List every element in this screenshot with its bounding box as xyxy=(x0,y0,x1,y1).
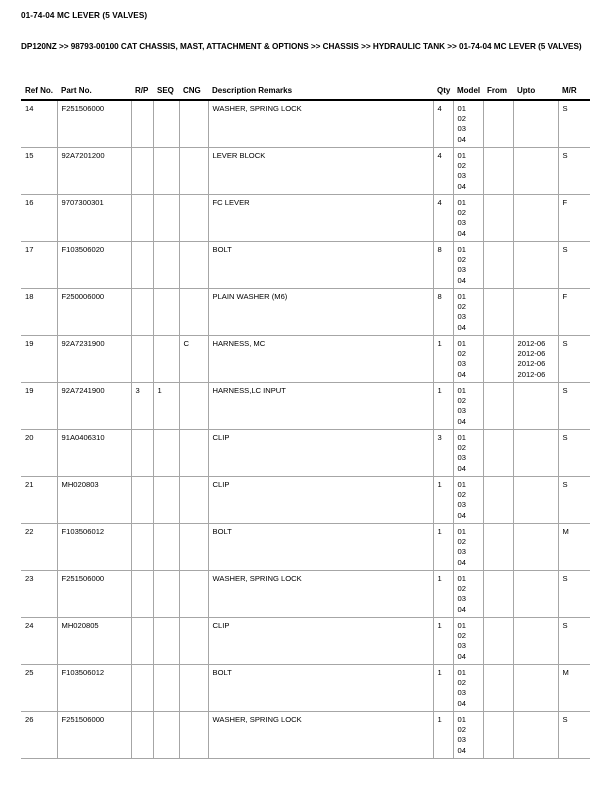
cell-upto xyxy=(513,665,558,712)
cell-mr: S xyxy=(558,336,590,383)
cell-part-no: F250006000 xyxy=(57,289,131,336)
cell-upto xyxy=(513,477,558,524)
cell-model-entry: 04 xyxy=(457,228,466,238)
cell-qty: 4 xyxy=(433,100,453,148)
cell-model-entry: 04 xyxy=(457,181,466,191)
cell-qty: 1 xyxy=(433,524,453,571)
cell-description-remarks: CLIP xyxy=(208,618,433,665)
cell-ref-no: 17 xyxy=(21,242,57,289)
parts-table xyxy=(21,86,590,759)
cell-rp xyxy=(131,289,153,336)
cell-model-entry: 02 xyxy=(457,631,466,641)
cell-upto xyxy=(513,524,558,571)
cell-model-entry: 04 xyxy=(457,698,466,708)
cell-from xyxy=(483,100,513,148)
cell-upto-entry: 2012-06 xyxy=(517,339,546,348)
cell-qty: 1 xyxy=(433,571,453,618)
cell-model-entry: 02 xyxy=(457,349,466,359)
cell-seq xyxy=(153,477,179,524)
cell-ref-no: 15 xyxy=(21,148,57,195)
cell-upto-entry: 2012-06 xyxy=(517,359,546,369)
cell-rp: 3 xyxy=(131,383,153,430)
cell-model-entry: 01 xyxy=(457,292,466,301)
table-row xyxy=(21,524,590,571)
cell-model-entry: 03 xyxy=(457,500,466,510)
cell-part-no: 92A7241900 xyxy=(57,383,131,430)
cell-qty: 4 xyxy=(433,195,453,242)
cell-ref-no: 23 xyxy=(21,571,57,618)
cell-model-entry: 03 xyxy=(457,218,466,228)
column-header-qty: Qty xyxy=(437,86,451,95)
cell-model-entry: 02 xyxy=(457,114,466,124)
cell-cng xyxy=(179,618,208,665)
cell-mr: M xyxy=(558,524,590,571)
cell-description-remarks: BOLT xyxy=(208,524,433,571)
table-row xyxy=(21,571,590,618)
cell-description-remarks: BOLT xyxy=(208,242,433,289)
cell-from xyxy=(483,477,513,524)
cell-part-no: 92A7231900 xyxy=(57,336,131,383)
cell-rp xyxy=(131,618,153,665)
cell-upto xyxy=(513,618,558,665)
cell-rp xyxy=(131,524,153,571)
cell-model-entry: 04 xyxy=(457,134,466,144)
cell-from xyxy=(483,430,513,477)
cell-description-remarks: HARNESS,LC INPUT xyxy=(208,383,433,430)
cell-model-entry: 01 xyxy=(457,715,466,724)
cell-rp xyxy=(131,712,153,759)
cell-model-entry: 02 xyxy=(457,396,466,406)
cell-model xyxy=(453,100,483,148)
cell-model xyxy=(453,242,483,289)
cell-seq xyxy=(153,195,179,242)
cell-model xyxy=(453,289,483,336)
cell-model-entry: 02 xyxy=(457,302,466,312)
cell-ref-no: 20 xyxy=(21,430,57,477)
cell-qty: 1 xyxy=(433,383,453,430)
cell-upto xyxy=(513,100,558,148)
column-header-ref-no: Ref No. xyxy=(25,86,53,95)
cell-model-entry: 03 xyxy=(457,641,466,651)
cell-model-entry: 03 xyxy=(457,265,466,275)
cell-model-entry: 01 xyxy=(457,104,466,113)
cell-from xyxy=(483,712,513,759)
cell-model-entry: 01 xyxy=(457,480,466,489)
cell-ref-no: 25 xyxy=(21,665,57,712)
cell-model-entry: 01 xyxy=(457,198,466,207)
cell-qty: 8 xyxy=(433,242,453,289)
table-row xyxy=(21,712,590,759)
cell-upto xyxy=(513,148,558,195)
cell-ref-no: 19 xyxy=(21,336,57,383)
cell-seq xyxy=(153,571,179,618)
table-row xyxy=(21,477,590,524)
cell-mr: S xyxy=(558,148,590,195)
cell-model-entry: 03 xyxy=(457,312,466,322)
cell-model-entry: 03 xyxy=(457,359,466,369)
cell-rp xyxy=(131,665,153,712)
cell-model-entry: 01 xyxy=(457,339,466,348)
cell-description-remarks: FC LEVER xyxy=(208,195,433,242)
cell-part-no: F103506012 xyxy=(57,665,131,712)
cell-part-no: 91A0406310 xyxy=(57,430,131,477)
cell-model-entry: 03 xyxy=(457,453,466,463)
cell-model-entry: 01 xyxy=(457,151,466,160)
column-header-rp: R/P xyxy=(135,86,149,95)
column-header-from: From xyxy=(487,86,507,95)
cell-seq xyxy=(153,100,179,148)
cell-mr: S xyxy=(558,477,590,524)
cell-cng xyxy=(179,383,208,430)
cell-model-entry: 02 xyxy=(457,584,466,594)
cell-model-entry: 04 xyxy=(457,416,466,426)
cell-model-entry: 02 xyxy=(457,725,466,735)
cell-upto xyxy=(513,242,558,289)
cell-part-no: MH020803 xyxy=(57,477,131,524)
cell-model-entry: 02 xyxy=(457,537,466,547)
cell-from xyxy=(483,242,513,289)
cell-model xyxy=(453,477,483,524)
cell-model-entry: 04 xyxy=(457,745,466,755)
cell-model xyxy=(453,712,483,759)
cell-part-no: F251506000 xyxy=(57,712,131,759)
cell-model xyxy=(453,195,483,242)
cell-model-entry: 04 xyxy=(457,275,466,285)
cell-from xyxy=(483,148,513,195)
cell-qty: 3 xyxy=(433,430,453,477)
cell-mr: S xyxy=(558,242,590,289)
cell-qty: 1 xyxy=(433,665,453,712)
column-header-description-remarks: Description Remarks xyxy=(212,86,293,95)
cell-part-no: F103506020 xyxy=(57,242,131,289)
cell-from xyxy=(483,195,513,242)
cell-mr: S xyxy=(558,430,590,477)
cell-from xyxy=(483,336,513,383)
cell-model-entry: 02 xyxy=(457,208,466,218)
cell-model-entry: 03 xyxy=(457,124,466,134)
cell-ref-no: 26 xyxy=(21,712,57,759)
cell-mr: M xyxy=(558,665,590,712)
cell-cng xyxy=(179,289,208,336)
cell-model xyxy=(453,148,483,195)
column-header-seq: SEQ xyxy=(157,86,174,95)
cell-model-entry: 01 xyxy=(457,386,466,395)
table-header xyxy=(21,86,590,100)
cell-model xyxy=(453,336,483,383)
cell-model xyxy=(453,618,483,665)
cell-model-entry: 01 xyxy=(457,245,466,254)
cell-model-entry: 01 xyxy=(457,668,466,677)
cell-upto xyxy=(513,430,558,477)
column-header-cng: CNG xyxy=(183,86,201,95)
cell-seq xyxy=(153,148,179,195)
cell-description-remarks: HARNESS, MC xyxy=(208,336,433,383)
cell-mr: F xyxy=(558,289,590,336)
cell-description-remarks: WASHER, SPRING LOCK xyxy=(208,100,433,148)
cell-model-entry: 04 xyxy=(457,651,466,661)
cell-cng xyxy=(179,195,208,242)
cell-part-no: F103506012 xyxy=(57,524,131,571)
cell-model-entry: 04 xyxy=(457,463,466,473)
cell-part-no: MH020805 xyxy=(57,618,131,665)
cell-cng xyxy=(179,430,208,477)
cell-model-entry: 04 xyxy=(457,604,466,614)
cell-description-remarks: WASHER, SPRING LOCK xyxy=(208,712,433,759)
cell-description-remarks: WASHER, SPRING LOCK xyxy=(208,571,433,618)
cell-upto xyxy=(513,712,558,759)
cell-mr: S xyxy=(558,571,590,618)
cell-model-entry: 03 xyxy=(457,171,466,181)
cell-model-entry: 04 xyxy=(457,510,466,520)
table-row xyxy=(21,242,590,289)
table-row xyxy=(21,430,590,477)
cell-mr: F xyxy=(558,195,590,242)
cell-from xyxy=(483,571,513,618)
cell-model-entry: 03 xyxy=(457,594,466,604)
cell-ref-no: 18 xyxy=(21,289,57,336)
cell-description-remarks: CLIP xyxy=(208,430,433,477)
cell-mr: S xyxy=(558,712,590,759)
cell-qty: 1 xyxy=(433,477,453,524)
cell-ref-no: 19 xyxy=(21,383,57,430)
cell-cng: C xyxy=(179,336,208,383)
cell-description-remarks: BOLT xyxy=(208,665,433,712)
cell-model xyxy=(453,524,483,571)
table-row xyxy=(21,383,590,430)
cell-seq xyxy=(153,242,179,289)
cell-cng xyxy=(179,524,208,571)
cell-seq xyxy=(153,336,179,383)
cell-cng xyxy=(179,712,208,759)
cell-rp xyxy=(131,242,153,289)
table-row xyxy=(21,665,590,712)
cell-mr: S xyxy=(558,100,590,148)
cell-ref-no: 14 xyxy=(21,100,57,148)
cell-model-entry: 04 xyxy=(457,322,466,332)
cell-from xyxy=(483,618,513,665)
cell-from xyxy=(483,665,513,712)
cell-rp xyxy=(131,148,153,195)
cell-qty: 4 xyxy=(433,148,453,195)
cell-upto-entry: 2012-06 xyxy=(517,369,546,379)
cell-upto-entry: 2012-06 xyxy=(517,349,546,359)
cell-model-entry: 02 xyxy=(457,443,466,453)
cell-from xyxy=(483,383,513,430)
cell-description-remarks: PLAIN WASHER (M6) xyxy=(208,289,433,336)
cell-upto xyxy=(513,571,558,618)
cell-rp xyxy=(131,571,153,618)
cell-cng xyxy=(179,100,208,148)
cell-seq xyxy=(153,289,179,336)
cell-seq xyxy=(153,712,179,759)
cell-part-no: F251506000 xyxy=(57,571,131,618)
cell-model xyxy=(453,383,483,430)
column-header-upto: Upto xyxy=(517,86,536,95)
cell-model-entry: 01 xyxy=(457,574,466,583)
cell-rp xyxy=(131,195,153,242)
cell-model-entry: 02 xyxy=(457,255,466,265)
table-header-row xyxy=(21,86,590,100)
cell-model-entry: 03 xyxy=(457,735,466,745)
cell-model xyxy=(453,571,483,618)
cell-model-entry: 01 xyxy=(457,527,466,536)
cell-upto xyxy=(513,336,558,383)
cell-model-entry: 01 xyxy=(457,621,466,630)
cell-seq xyxy=(153,524,179,571)
cell-model-entry: 04 xyxy=(457,369,466,379)
table-row xyxy=(21,100,590,148)
cell-model-entry: 02 xyxy=(457,490,466,500)
cell-upto xyxy=(513,289,558,336)
cell-upto xyxy=(513,195,558,242)
table-body xyxy=(21,100,590,759)
cell-model xyxy=(453,430,483,477)
cell-rp xyxy=(131,477,153,524)
table-row xyxy=(21,289,590,336)
cell-from xyxy=(483,289,513,336)
cell-model-entry: 03 xyxy=(457,406,466,416)
cell-ref-no: 22 xyxy=(21,524,57,571)
cell-part-no: 9707300301 xyxy=(57,195,131,242)
cell-ref-no: 16 xyxy=(21,195,57,242)
cell-ref-no: 21 xyxy=(21,477,57,524)
cell-ref-no: 24 xyxy=(21,618,57,665)
cell-qty: 1 xyxy=(433,618,453,665)
cell-cng xyxy=(179,571,208,618)
cell-model-entry: 03 xyxy=(457,688,466,698)
column-header-mr: M/R xyxy=(562,86,577,95)
cell-seq xyxy=(153,618,179,665)
table-row xyxy=(21,195,590,242)
cell-rp xyxy=(131,100,153,148)
cell-qty: 8 xyxy=(433,289,453,336)
cell-mr: S xyxy=(558,383,590,430)
table-row xyxy=(21,336,590,383)
cell-model-entry: 01 xyxy=(457,433,466,442)
cell-qty: 1 xyxy=(433,712,453,759)
cell-upto xyxy=(513,383,558,430)
cell-model-entry: 02 xyxy=(457,678,466,688)
cell-part-no: F251506000 xyxy=(57,100,131,148)
cell-cng xyxy=(179,242,208,289)
cell-mr: S xyxy=(558,618,590,665)
cell-model xyxy=(453,665,483,712)
cell-cng xyxy=(179,665,208,712)
column-header-part-no: Part No. xyxy=(61,86,92,95)
page-title: 01-74-04 MC LEVER (5 VALVES) xyxy=(21,11,148,20)
cell-cng xyxy=(179,148,208,195)
cell-from xyxy=(483,524,513,571)
table-row xyxy=(21,148,590,195)
cell-qty: 1 xyxy=(433,336,453,383)
breadcrumb: DP120NZ >> 98793-00100 CAT CHASSIS, MAST, ATTACHMENT & OPTIONS >> CHASSIS >> HYDRAULIC TANK >> 01-74-04 MC LEVER (5 VALVES) xyxy=(21,42,582,51)
cell-cng xyxy=(179,477,208,524)
cell-seq xyxy=(153,430,179,477)
column-header-model: Model xyxy=(457,86,481,95)
cell-description-remarks: LEVER BLOCK xyxy=(208,148,433,195)
cell-model-entry: 04 xyxy=(457,557,466,567)
cell-seq xyxy=(153,665,179,712)
cell-rp xyxy=(131,430,153,477)
cell-part-no: 92A7201200 xyxy=(57,148,131,195)
cell-model-entry: 03 xyxy=(457,547,466,557)
cell-rp xyxy=(131,336,153,383)
cell-description-remarks: CLIP xyxy=(208,477,433,524)
table-row xyxy=(21,618,590,665)
cell-model-entry: 02 xyxy=(457,161,466,171)
cell-seq: 1 xyxy=(153,383,179,430)
